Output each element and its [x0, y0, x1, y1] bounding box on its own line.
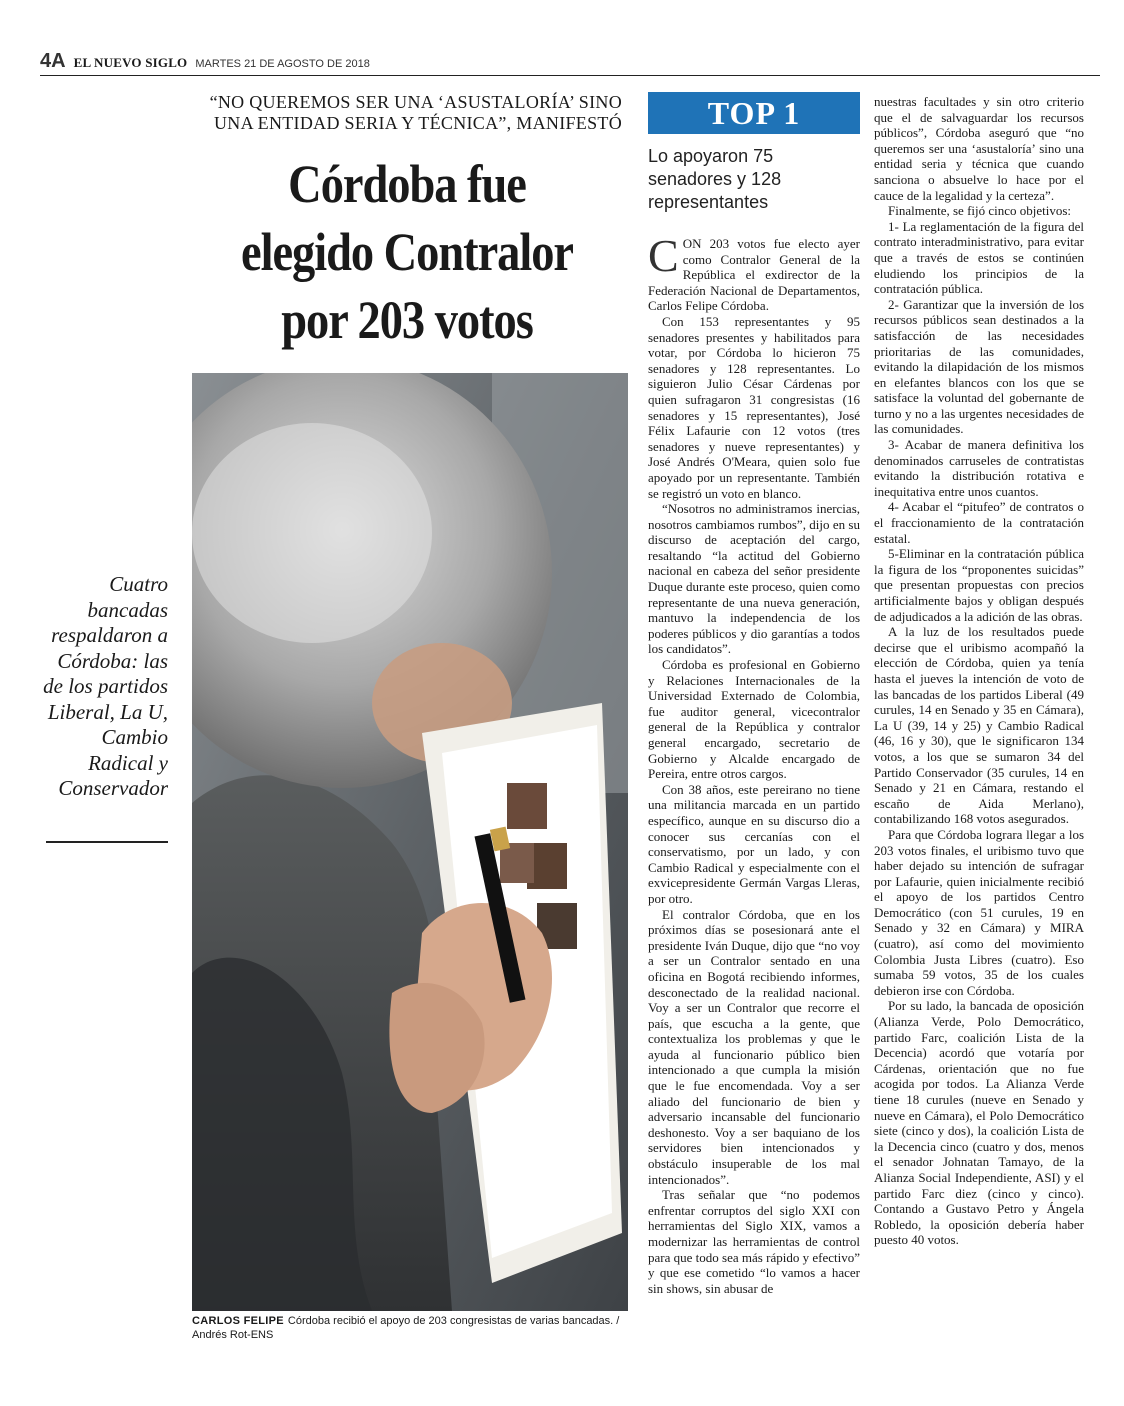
paragraph: CON 203 votos fue electo ayer como Contralor General de la República el exdirector de la Federación Nacional de Departamentos, Carlos Felipe Córdoba.: [648, 230, 860, 314]
paragraph: Para que Córdoba lograra llegar a los 203 votos finales, el uribismo tuvo que haber dejado su intención de sufragar por Lafaurie, quien inicialmente recibió el apoyo de los partidos Centro Democrático (con 51 curules, 19 en Senado y 32 en Cámara) y MIRA (cuatro), así como del movimiento Colombia Justa Libres (cuatro). Eso sumaba 59 votos, 35 de los cuales debieron irse con Córdoba.: [874, 826, 1084, 998]
kicker: “NO QUEREMOS SER UNA ‘ASUSTALORÍA’ SINO UNA ENTIDAD SERIA Y TÉCNICA”, MANIFESTÓ: [209, 92, 622, 133]
paragraph: 4- Acabar el “pitufeo” de contratos o el fraccionamiento de la contratación estatal.: [874, 499, 1084, 546]
article-column-1: [648, 230, 860, 1296]
paragraph: 3- Acabar de manera definitiva los denominados carruseles de contratistas evitando la distribución rotativa e inequitativa entre unos cuantos.: [874, 437, 1084, 499]
article-photo: [192, 373, 628, 1311]
paragraph: Con 38 años, este pereirano no tiene una militancia marcada en un partido específico, aunque en su discurso dio a conocer sus cercanías con el conservatismo, por un lado, y con Cambio Radical y especialmente con el exvicepresidente Germán Vargas Lleras, por otro.: [648, 781, 860, 906]
paragraph: “Nosotros no administramos inercias, nosotros cambiamos rumbos”, dijo en su discurso de aceptación del cargo, resaltando “la actitud del Gobierno nacional en cabeza del señor presidente Duque durante este proceso, quien como representante de una nueva generación, mantuvo la independencia de los poderes públicos y dio garantías a todos los candidatos”.: [648, 501, 860, 657]
paragraph: Por su lado, la bancada de oposición (Alianza Verde, Polo Democrático, partido Farc, coalición Lista de la Decencia) acordó que votaría por Cárdenas, orientación que no fue acogida por todos. La Alianza Verde tiene 18 curules (nueve en Senado y nueve en Cámara), el Polo Democrático siete (cinco y dos), la coalición Lista de la Decencia cinco (cuatro y dos, menos el senador Johnatan Tamayo, de la Alianza Social Independiente, ASI) y el partido Farc diez (cinco y cinco). Contando a Gustavo Petro y Ángela Robledo, la oposición debería haber puesto 40 votos.: [874, 998, 1084, 1248]
article-column-2: [874, 94, 1084, 1248]
paragraph: A la luz de los resultados puede decirse que el uribismo acompañó la elección de Córdoba, quien ya tenía hasta el jueves la intención de voto de las bancadas de los partidos Liberal (49 curules, 14 en Senado y 35 en Cámara), La U (39, 14 y 25) y Cambio Radical (46, 16 y 30), que le significaron 134 votos, a los que se sumaron 34 del Partido Conservador (35 curules, 14 en Senado y 21 en Cámara, restando el escaño de Aida Merlano), contabilizando 168 votos asegurados.: [874, 624, 1084, 827]
newspaper-name: EL NUEVO SIGLO: [73, 55, 188, 70]
paragraph: 2- Garantizar que la inversión de los recursos públicos sean destinados a la satisfacción de las necesidades prioritarias de las comunidades, evitando la dilapidación de los mismos en elefantes blancos con los que se satisface la voluntad del gobernante de turno y no a las urgentes necesidades de las comunidades.: [874, 296, 1084, 437]
paragraph: 5-Eliminar en la contratación pública la figura de los “proponentes suicidas” que presentan propuestas con precios artificialmente bajos y obligan después de adjudicados a la adición de las obras.: [874, 546, 1084, 624]
issue-date: MARTES 21 DE AGOSTO DE 2018: [195, 58, 370, 70]
pull-quote: Cuatro bancadas respaldaron a Córdoba: las de los partidos Liberal, La U, Cambio Radical y Conservador: [43, 572, 168, 800]
page-number: 4A: [40, 50, 66, 72]
headline: Córdoba fue elegido Contralor por 203 votos: [241, 154, 573, 350]
caption-lead: CARLOS FELIPE: [192, 1315, 284, 1327]
paragraph: Tras señalar que “no podemos enfrentar corruptos del siglo XXI con herramientas del Siglo XIX, vamos a modernizar las herramientas de control para que todo sea más rápido y efectivo” y que ese cometido “lo vamos a hacer sin shows, sin abusar de: [648, 1187, 860, 1296]
pull-quote-rule: [46, 841, 168, 843]
caption-text: Córdoba recibió el apoyo de 203 congresistas de varias bancadas. / Andrés Rot-ENS: [192, 1315, 620, 1341]
paragraph: El contralor Córdoba, que en los próximos días se posesionará ante el presidente Iván Duque, dijo que “no voy a ser un Contralor sentado en una oficina en Bogotá recibiendo informes, desconectado de la realidad nacional. Voy a ser un Contralor que recorre el país, que escucha a la gente, que contextualiza los problemas y que le ayuda al funcionario público bien intencionado a que cumpla la misión que le fue encomendada. Voy a ser aliado del funcionario de bien y adversario incansable del funcionario deshonesto. Voy a ser baquiano de los servidores bien intencionados y obstáculo insuperable de los mal intencionados”.: [648, 906, 860, 1187]
paragraph: 1- La reglamentación de la figura del contrato interadministrativo, para evitar que a través de estos se continúen eludiendo los principios de la contratación pública.: [874, 218, 1084, 297]
subhead: Lo apoyaron 75 senadores y 128 representantes: [648, 146, 782, 212]
page-header: [40, 50, 1100, 76]
photo-illustration: [192, 373, 628, 1311]
paragraph: Córdoba es profesional en Gobierno y Relaciones Internacionales de la Universidad Externado de Colombia, fue auditor general, vicecontralor general de la República y contralor general encargado, secretario de Gobierno y Alcalde encargado de Pereira, entre otros cargos.: [648, 657, 860, 782]
paragraph: Con 153 representantes y 95 senadores presentes y habilitados para votar, por Córdoba lo hicieron 75 senadores y 128 representantes. Lo siguieron Julio César Cárdenas por quien sufragaron 31 congresistas (16 senadores y 15 representantes), José Félix Lafaurie con 12 votos (tres senadores y nueve representantes) y José Andrés O'Meara, quien solo fue apoyado por un representante. También se registró un voto en blanco.: [648, 313, 860, 501]
top-badge: TOP 1: [648, 92, 860, 134]
paragraph: Finalmente, se fijó cinco objetivos:: [888, 203, 1072, 219]
paragraph: nuestras facultades y sin otro criterio que el de salvaguardar los recursos públicos”, Córdoba aseguró que “no queremos ser una ‘asustaloría’ sino una entidad seria y técnica que cuando sanciona o absuelve lo hace por el cauce de la legalidad y la certeza”.: [874, 94, 1084, 203]
drop-cap: C: [648, 230, 679, 281]
photo-caption: [192, 1314, 628, 1342]
